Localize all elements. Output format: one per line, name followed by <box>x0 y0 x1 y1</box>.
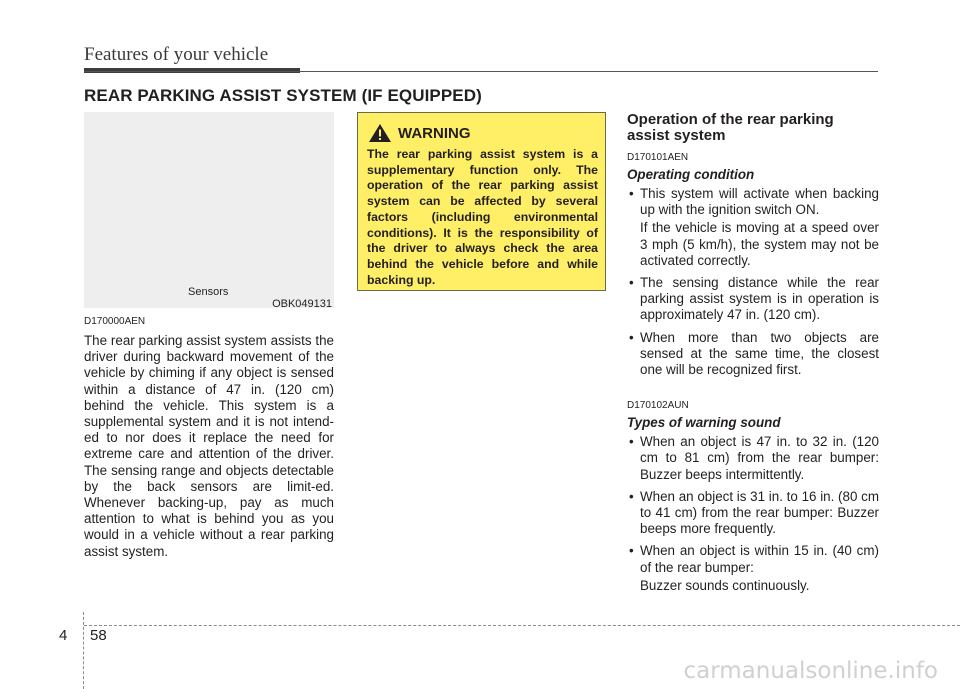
list-item <box>627 275 879 324</box>
sound-code: D170102AUN <box>627 400 689 412</box>
intro-paragraph: The rear parking assist system assists the driver during backward movement of the vehicle by chiming if any object is sensed within a distance of 47 in. (120 cm) behind the vehicle. This system is a supplemental system and it is not intend-ed to nor does it replace the need for extreme care and attention of the driver. The sensing range and objects detectable by the back sensors are limit-ed. Whenever backing-up, pay as much attention to what is behind you as you would in a vehicle without a rear parking assist system. <box>84 333 334 559</box>
chapter-number: 4 <box>59 627 68 644</box>
warning-box <box>357 112 606 291</box>
sound-heading: Types of warning sound <box>627 415 781 431</box>
condition-item-text: • This system will activate when backing up with the ignition switch ON. <box>640 186 879 218</box>
spacer <box>627 384 879 400</box>
warning-header <box>368 123 471 143</box>
warning-text: The rear parking assist system is a supplementary function only. The operation of the rear parking assist system can be affected by several factors (including environmental conditions). It is the responsibility of the driver to always check the area behind the vehicle before and while backing up. <box>367 147 598 287</box>
list-item <box>627 186 879 269</box>
condition-item-continuation: If the vehicle is moving at a speed over 3 mph (5 km/h), the system may not be activated correctly. <box>640 220 879 268</box>
sound-item-continuation: Buzzer sounds continuously. <box>640 577 810 593</box>
page-number: 58 <box>90 627 107 644</box>
figure-label: Sensors <box>188 286 229 298</box>
list-item <box>627 434 879 483</box>
footer-rule <box>84 625 960 626</box>
condition-item-text: • When more than two objects are sensed at the same time, the closest one will be recognized first. <box>640 329 879 378</box>
list-item <box>627 330 879 379</box>
condition-code: D170101AEN <box>627 152 689 163</box>
intro-column <box>84 316 334 560</box>
sound-list <box>627 434 879 594</box>
header-rule <box>84 71 878 72</box>
page-header-title: Features of your vehicle <box>84 44 269 65</box>
operation-title: Operation of the rear parking assist system <box>627 111 834 144</box>
sound-item-text: • When an object is within 15 in. (40 cm) of the rear bumper: <box>640 543 879 575</box>
sound-item-text: • When an object is 47 in. to 32 in. (120 cm to 81 cm) from the rear bumper: Buzzer beeps intermittently. <box>640 434 879 482</box>
condition-list <box>627 186 879 378</box>
warning-triangle-icon <box>368 123 392 143</box>
intro-code: D170000AEN <box>84 316 146 327</box>
section-title: REAR PARKING ASSIST SYSTEM (IF EQUIPPED) <box>84 86 482 105</box>
watermark: carmanualsonline.info <box>683 658 938 684</box>
condition-item-text: • The sensing distance while the rear parking assist system is in operation is approximately 47 in. (120 cm). <box>640 275 879 323</box>
sound-item-text: • When an object is 31 in. to 16 in. (80 cm to 41 cm) from the rear bumper: Buzzer beeps more frequently. <box>640 488 879 537</box>
footer-divider <box>83 612 84 689</box>
list-item <box>627 489 879 538</box>
sensor-figure <box>84 112 334 308</box>
figure-code: OBK049131 <box>272 298 332 310</box>
warning-title: WARNING <box>398 124 471 142</box>
condition-heading: Operating condition <box>627 167 755 182</box>
operation-column <box>627 112 879 600</box>
list-item <box>627 543 879 594</box>
